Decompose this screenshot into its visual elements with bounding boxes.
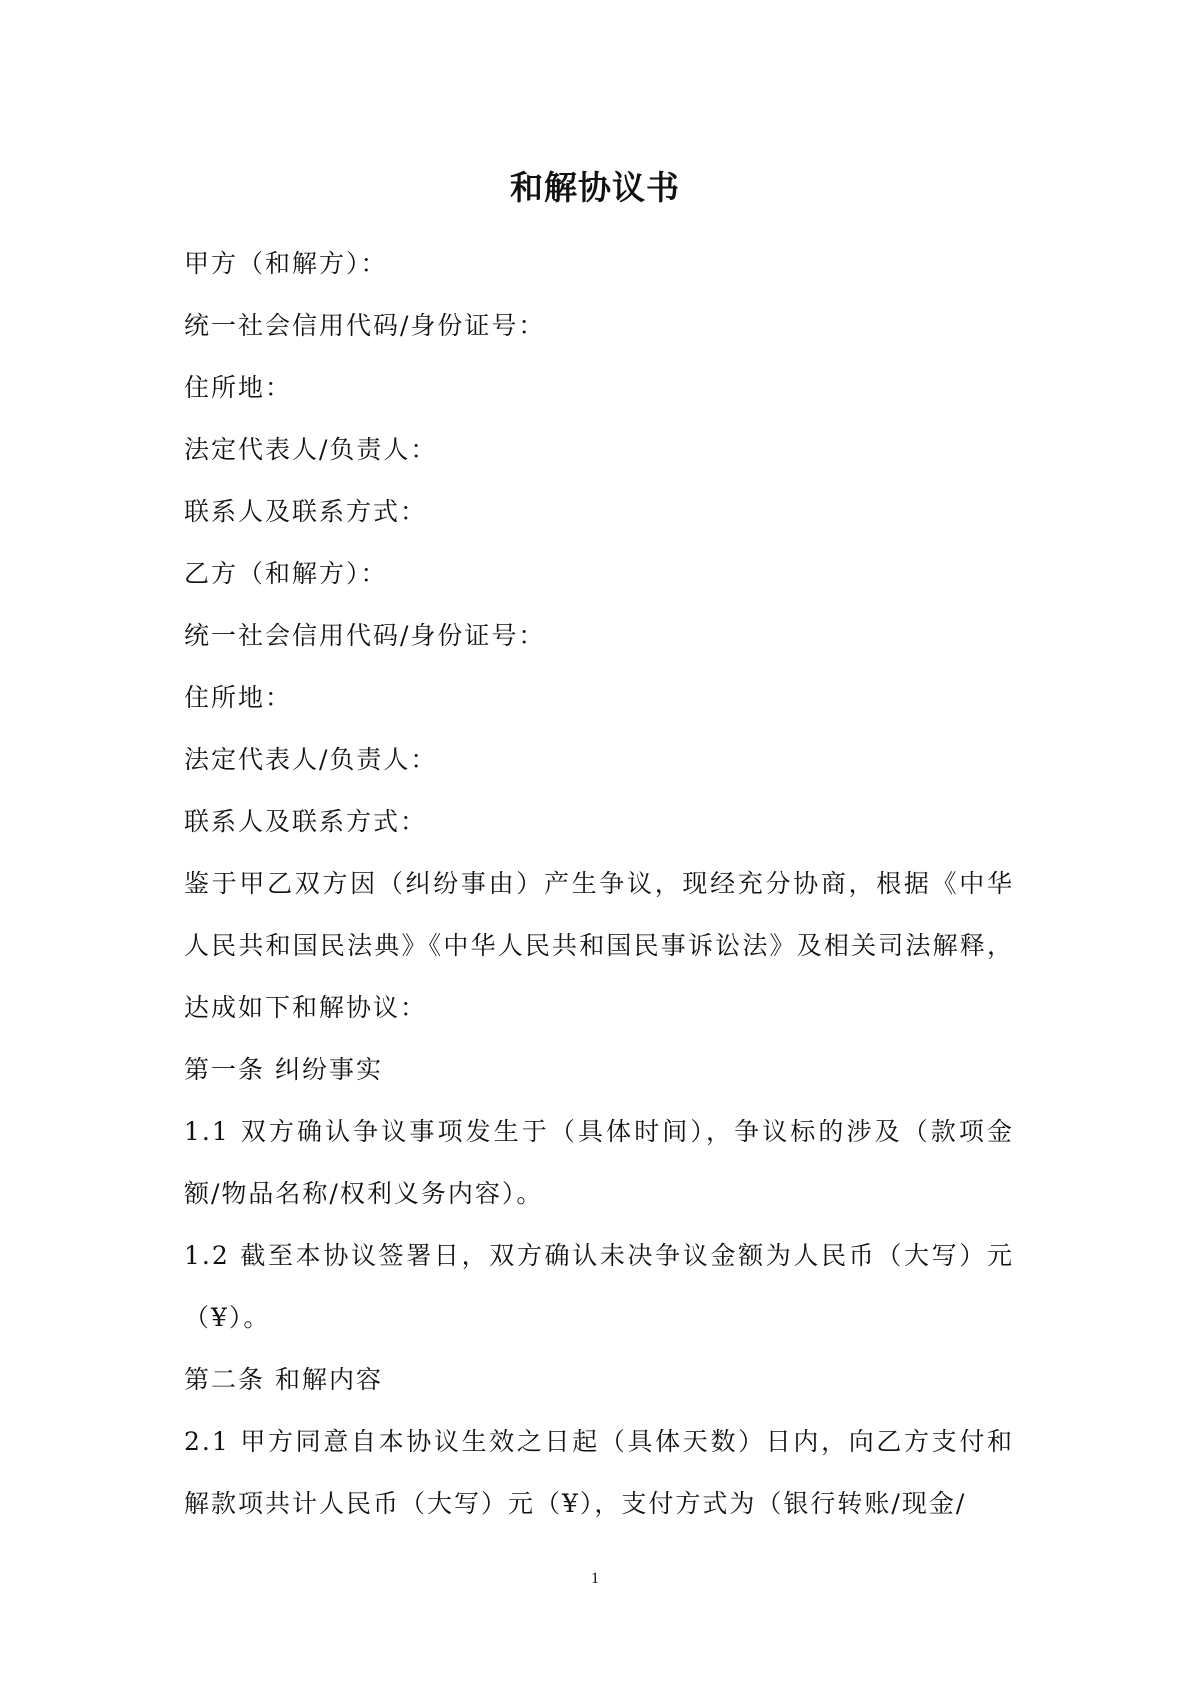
article-1-heading: 第一条 纠纷事实 [184, 1055, 383, 1084]
document-body [184, 233, 1014, 1535]
party-b-address: 住所地： [184, 683, 293, 712]
party-b-contact: 联系人及联系方式： [184, 807, 428, 836]
clause-1-1: 1.1 双方确认争议事项发生于（具体时间），争议标的涉及（款项金额/物品名称/权利义务内容）。 [184, 1117, 1014, 1208]
document-title: 和解协议书 [510, 168, 680, 207]
party-a-heading: 甲方（和解方）： [184, 249, 388, 278]
party-b-heading: 乙方（和解方）： [184, 559, 388, 588]
clause-1-2: 1.2 截至本协议签署日，双方确认未决争议金额为人民币（大写）元（¥）。 [184, 1241, 1014, 1332]
party-a-representative: 法定代表人/负责人： [184, 435, 438, 464]
page-number: 1 [591, 1570, 599, 1587]
party-a-credit-code: 统一社会信用代码/身份证号： [184, 311, 546, 340]
party-b-representative: 法定代表人/负责人： [184, 745, 438, 774]
article-2-heading: 第二条 和解内容 [184, 1365, 383, 1394]
preamble-paragraph: 鉴于甲乙双方因（纠纷事由）产生争议，现经充分协商，根据《中华人民共和国民法典》《中华人民共和国民事诉讼法》及相关司法解释，达成如下和解协议： [184, 869, 1014, 1022]
clause-2-1: 2.1 甲方同意自本协议生效之日起（具体天数）日内，向乙方支付和解款项共计人民币（大写）元（¥），支付方式为（银行转账/现金/ [184, 1427, 1014, 1518]
party-a-address: 住所地： [184, 373, 293, 402]
party-a-contact: 联系人及联系方式： [184, 497, 428, 526]
party-b-credit-code: 统一社会信用代码/身份证号： [184, 621, 546, 650]
